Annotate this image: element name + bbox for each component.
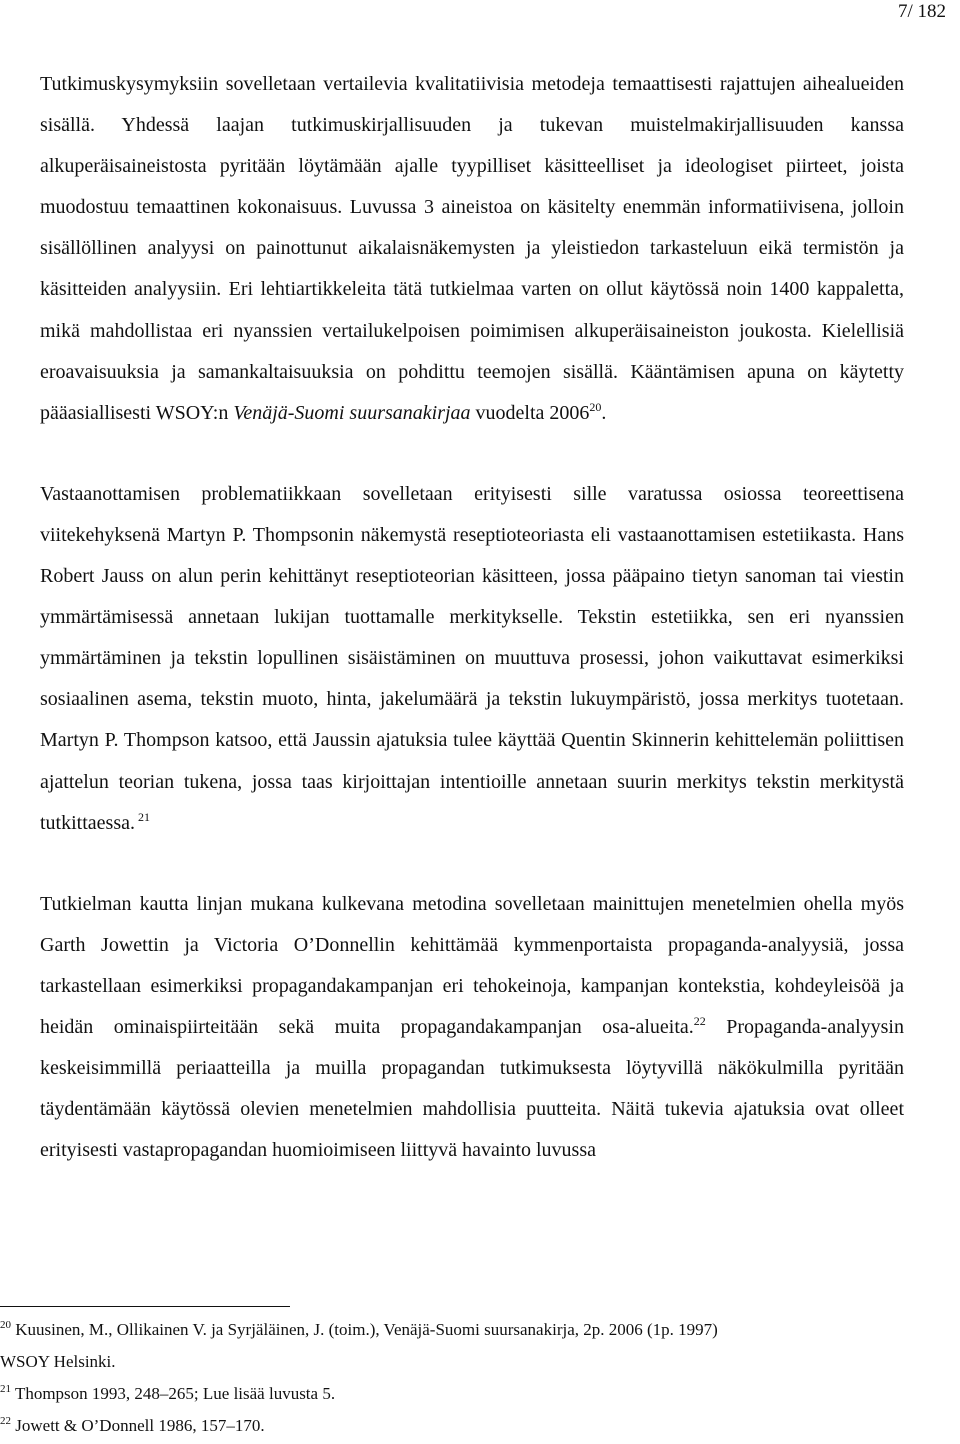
page-number: 7/ 182 xyxy=(897,1,946,22)
paragraph-2 xyxy=(40,474,904,844)
footnote-21 xyxy=(0,1378,920,1410)
footnote-text: WSOY Helsinki. xyxy=(0,1352,116,1371)
footnote-22 xyxy=(0,1410,920,1442)
text-run: Vastaanottamisen problematiikkaan sovelletaan erityisesti sille varatussa osiossa teoreettisena viitekehyksenä Martyn P. Thompsonin näkemystä reseptioteoriasta eli vastaanottamisen estetiikasta. Hans Robert Jauss on alun perin kehittänyt reseptioteorian käsitteen, jossa pääpaino tietyn sanoman tai viestin ymmärtämisessä annetaan lukijan tuottamalle merkitykselle. Tekstin estetiikka, sen eri nyanssien ymmärtäminen ja tekstin lopullinen sisäistäminen on muuttuva prosessi, johon vaikuttavat esimerkiksi sosiaalinen asema, tekstin muoto, hinta, jakelumäärä ja tekstin lukuympäristö, jossa merkitys tuotetaan. Martyn P. Thompson katsoo, että Jaussin ajatuksia tulee käyttää Quentin Skinnerin kehittelemän poliittisen ajattelun teorian tukena, jossa taas kirjoittajan intentioille annetaan suurin merkitys tekstin merkitystä tutkittaessa. xyxy=(40,482,904,834)
footnote-text: Kuusinen, M., Ollikainen V. ja Syrjäläinen, J. (toim.), Venäjä-Suomi suursanakirja, 2p. 2006 (1p. 1997) xyxy=(11,1320,718,1339)
footnote-20-continuation xyxy=(0,1346,920,1378)
text-run: Propaganda-analyysin keskeisimmillä periaatteilla ja muilla propagandan tutkimuksesta löytyvillä näkökulmilla pyritään täydentämään käytössä olevien menetelmien mahdollisia puutteita. Näitä tukevia ajatuksia ovat olleet erityisesti vastapropagandan huomioimiseen liittyvä havainto luvussa xyxy=(40,1015,904,1162)
footnote-text: Jowett & O’Donnell 1986, 157–170. xyxy=(11,1416,265,1435)
footnote-text: Thompson 1993, 248–265; Lue lisää luvusta 5. xyxy=(11,1384,336,1403)
footnote-number: 20 xyxy=(0,1319,11,1331)
text-run: vuodelta 2006 xyxy=(470,401,590,424)
footnote-ref-21[interactable]: 21 xyxy=(134,809,150,824)
footnote-20 xyxy=(0,1314,920,1346)
footnote-ref-20[interactable]: 20 xyxy=(589,399,602,414)
footnote-number: 21 xyxy=(0,1383,11,1395)
footnote-ref-22[interactable]: 22 xyxy=(693,1013,706,1028)
body-text xyxy=(40,64,904,1211)
footnote-number: 22 xyxy=(0,1415,11,1427)
text-run: Tutkielman kautta linjan mukana kulkevana metodina sovelletaan mainittujen menetelmien ohella myös Garth Jowettin ja Victoria O’Donnellin kehittämää kymmenportaista propaganda-analyysiä, jossa tarkastellaan esimerkiksi propagandakampanjan eri tehokeinoja, kampanjan kontekstia, kohdeyleisöä ja heidän ominaispiirteitään sekä muita propagandakampanjan osa-alueita. xyxy=(40,892,904,1038)
text-run: Tutkimuskysymyksiin sovelletaan vertailevia kvalitatiivisia metodeja temaattisesti rajattujen aihealueiden sisällä. Yhdessä laajan tutkimuskirjallisuuden ja tukevan muistelmakirjallisuuden kanssa alkuperäisaineistosta pyritään löytämään ajalle tyypilliset käsitteelliset ja ideologiset piirteet, joista muodostuu temaattinen kokonaisuus. Luvussa 3 aineistoa on käsitelty enemmän informatiivisena, jolloin sisällöllinen analyysi on painottunut aikalaisnäkemysten ja yleistiedon tarkasteluun eikä termistön ja käsitteiden analyysiin. Eri lehtiartikkeleita tätä tutkielmaa varten on ollut käytössä noin 1400 kappaletta, mikä mahdollistaa eri nyanssien vertailukelpoisen poimimisen alkuperäisaineiston joukosta. Kielellisiä eroavaisuuksia ja samankaltaisuuksia on pohdittu teemojen sisällä. Kääntämisen apuna on käytetty pääasiallisesti WSOY:n xyxy=(40,73,904,424)
paragraph-1 xyxy=(40,64,904,434)
footnotes xyxy=(0,1314,920,1442)
book-title: Venäjä-Suomi suursanakirjaa xyxy=(233,401,471,424)
text-run: . xyxy=(601,401,607,424)
paragraph-3 xyxy=(40,884,904,1172)
footnote-separator xyxy=(0,1306,290,1307)
